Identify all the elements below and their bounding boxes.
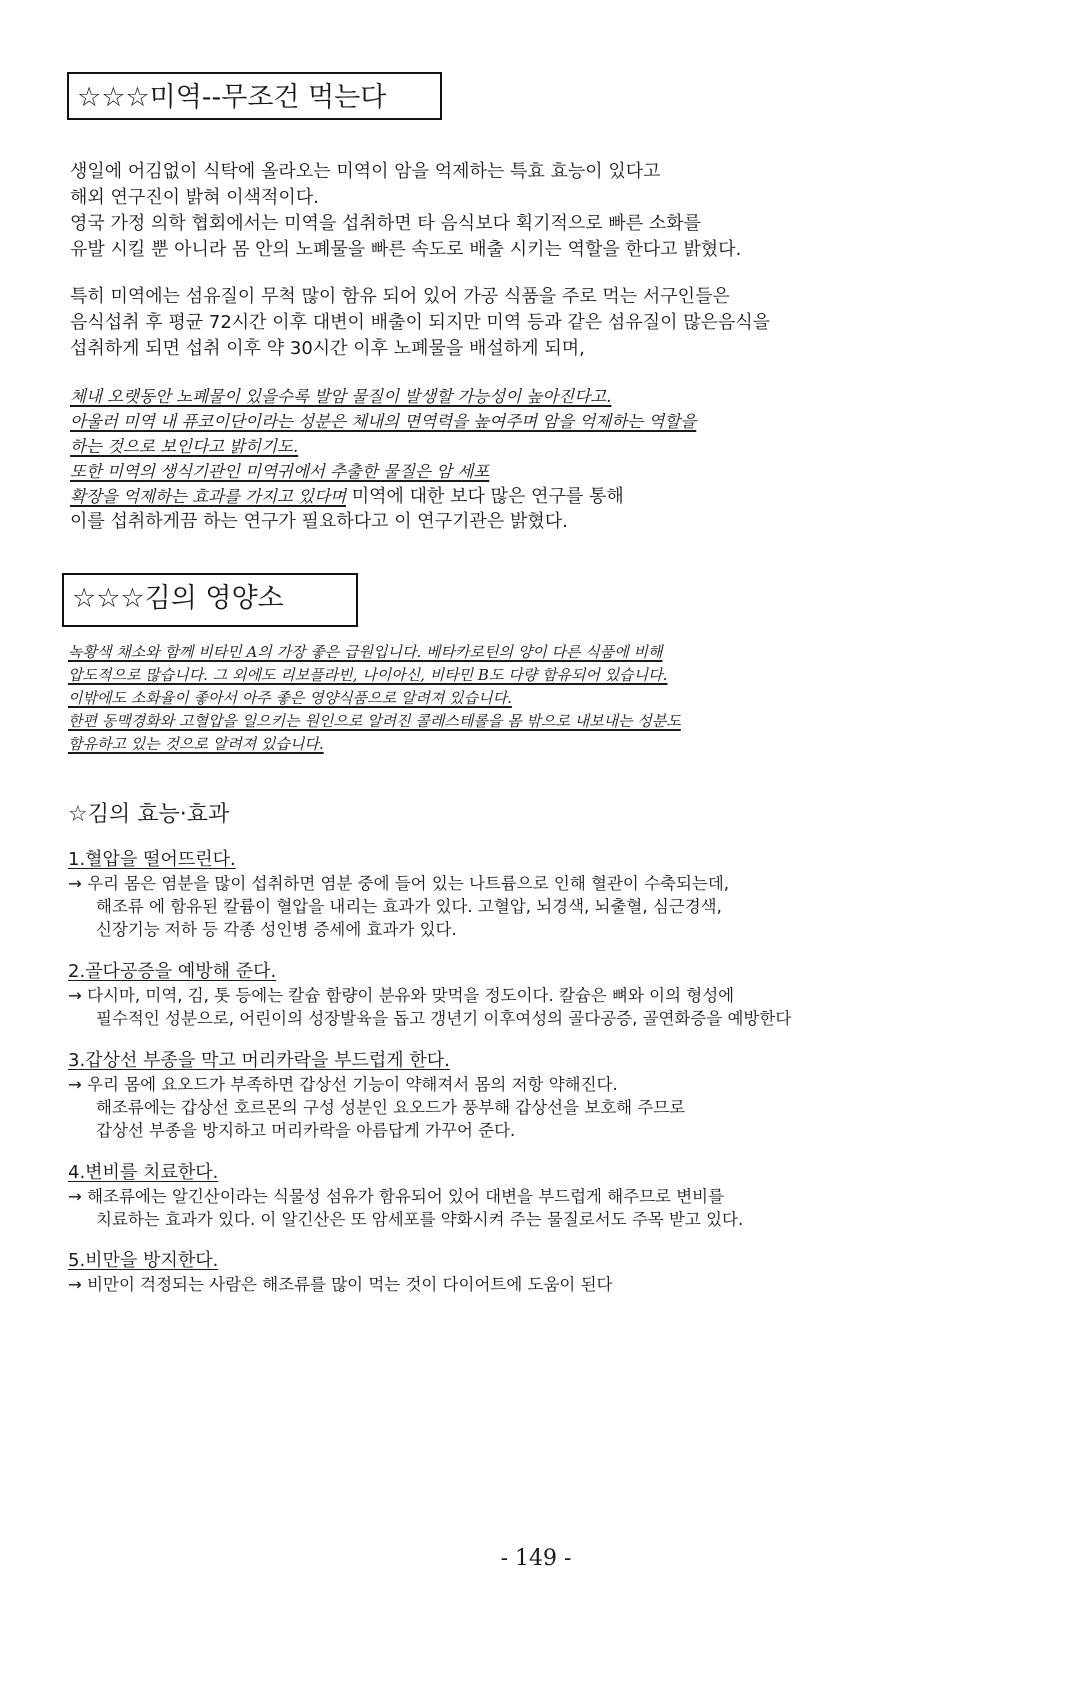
seaweed-paragraph-1: [70, 159, 741, 263]
handwritten-line: 하는 것으로 보인다고 밝히기도.: [70, 437, 299, 456]
text-line: 이를 섭취하게끔 하는 연구가 필요하다고 이 연구기관은 밝혔다.: [70, 511, 568, 532]
effect-line: 해조류 에 함유된 칼륨이 혈압을 내리는 효과가 있다. 고혈압, 뇌경색, 뇌출혈, 심근경색,: [96, 897, 722, 916]
text-line: 해외 연구진이 밝혀 이색적이다.: [70, 187, 319, 208]
effect-item-2: [68, 960, 791, 1030]
effect-title: 4.변비를 치료한다.: [68, 1162, 219, 1183]
text-line: 음식섭취 후 평균 72시간 이후 대변이 배출이 되지만 미역 등과 같은 섬유질이 많은음식을: [70, 312, 771, 333]
effect-line: 치료하는 효과가 있다. 이 알긴산은 또 암세포를 약화시켜 주는 물질로서도 주목 받고 있다.: [96, 1210, 744, 1229]
typed-fragment: 미역에 대한 보다 많은 연구를 통해: [346, 486, 624, 507]
mixed-line: [70, 484, 696, 509]
text-line: 영국 가정 의학 협회에서는 미역을 섭취하면 타 음식보다 획기적으로 빠른 소화를: [70, 213, 702, 234]
handwritten-line: 아울러 미역 내 퓨코이단이라는 성분은 체내의 면역력을 높여주며 암을 억제하는 역할을: [70, 412, 697, 431]
effect-line: 갑상선 부종을 방지하고 머리카락을 아름답게 가꾸어 준다.: [96, 1121, 516, 1140]
seaweed-paragraph-2: [70, 284, 770, 362]
effect-line: → 다시마, 미역, 김, 톳 등에는 칼슘 함량이 분유와 맞먹을 정도이다. 칼슘은 뼈와 이의 형성에: [68, 986, 735, 1005]
effect-line: 신장기능 저하 등 각종 성인병 증세에 효과가 있다.: [96, 920, 457, 939]
effect-line: → 우리 몸은 염분을 많이 섭취하면 염분 중에 들어 있는 나트륨으로 인해 혈관이 수축되는데,: [68, 874, 730, 893]
effect-line: → 우리 몸에 요오드가 부족하면 갑상선 기능이 약해져서 몸의 저항 약해진다.: [68, 1075, 618, 1094]
effect-line: → 해조류에는 알긴산이라는 식물성 섬유가 함유되어 있어 대변을 부드럽게 해주므로 변비를: [68, 1187, 725, 1206]
effect-item-3: [68, 1049, 685, 1142]
text-line: 유발 시킬 뿐 아니라 몸 안의 노폐물을 빠른 속도로 배출 시키는 역할을 한다고 밝혔다.: [70, 239, 742, 260]
handwritten-line: 이밖에도 소화율이 좋아서 아주 좋은 영양식품으로 알려져 있습니다.: [68, 689, 512, 707]
handwritten-line: 녹황색 채소와 함께 비타민 A의 가장 좋은 급원입니다. 베타카로틴의 양이 다른 식품에 비해: [68, 643, 663, 661]
effect-line: → 비만이 걱정되는 사람은 해조류를 많이 먹는 것이 다이어트에 도움이 된다: [68, 1275, 613, 1294]
text-line: 생일에 어김없이 식탁에 올라오는 미역이 암을 억제하는 특효 효능이 있다고: [70, 161, 661, 182]
effect-title: 1.혈압을 떨어뜨린다.: [68, 849, 236, 870]
effect-item-5: [68, 1249, 612, 1296]
handwritten-line: 압도적으로 많습니다. 그 외에도 리보플라빈, 나이아신, 비타민 B도 다량 함유되어 있습니다.: [68, 666, 668, 684]
text-line: 섭취하게 되면 섭취 이후 약 30시간 이후 노폐물을 배설하게 되며,: [70, 338, 585, 359]
handwritten-line: 함유하고 있는 것으로 알려져 있습니다.: [68, 735, 324, 753]
effect-title: 2.골다공증을 예방해 준다.: [68, 961, 277, 982]
section-title-seaweed: ☆☆☆미역--무조건 먹는다: [67, 72, 442, 120]
handwritten-line: 또한 미역의 생식기관인 미역귀에서 추출한 물질은 암 세포: [70, 462, 490, 481]
seaweed-paragraph-3: [70, 384, 696, 534]
laver-nutrients-handwritten: [68, 641, 681, 756]
effects-heading: ☆김의 효능·효과: [68, 802, 230, 827]
section-title-laver-nutrients: ☆☆☆김의 영양소: [62, 573, 358, 627]
effect-item-1: [68, 848, 729, 941]
page-number: - 149 -: [500, 1546, 572, 1571]
handwritten-line: 한편 동맥경화와 고혈압을 일으키는 원인으로 알려진 콜레스테롤을 몸 밖으로 내보내는 성분도: [68, 712, 681, 730]
effect-title: 3.갑상선 부종을 막고 머리카락을 부드럽게 한다.: [68, 1050, 450, 1071]
effect-line: 해조류에는 갑상선 호르몬의 구성 성분인 요오드가 풍부해 갑상선을 보호해 주므로: [96, 1098, 686, 1117]
effect-title: 5.비만을 방지한다.: [68, 1250, 219, 1271]
effect-line: 필수적인 성분으로, 어린이의 성장발육을 돕고 갱년기 이후여성의 골다공증, 골연화증을 예방한다: [96, 1009, 792, 1028]
handwritten-line: 체내 오랫동안 노폐물이 있을수록 발암 물질이 발생할 가능성이 높아진다고.: [70, 387, 612, 406]
text-line: 특히 미역에는 섬유질이 무척 많이 함유 되어 있어 가공 식품을 주로 먹는 서구인들은: [70, 286, 730, 307]
handwritten-fragment: 확장을 억제하는 효과를 가지고 있다며: [70, 487, 347, 506]
effect-item-4: [68, 1161, 743, 1231]
